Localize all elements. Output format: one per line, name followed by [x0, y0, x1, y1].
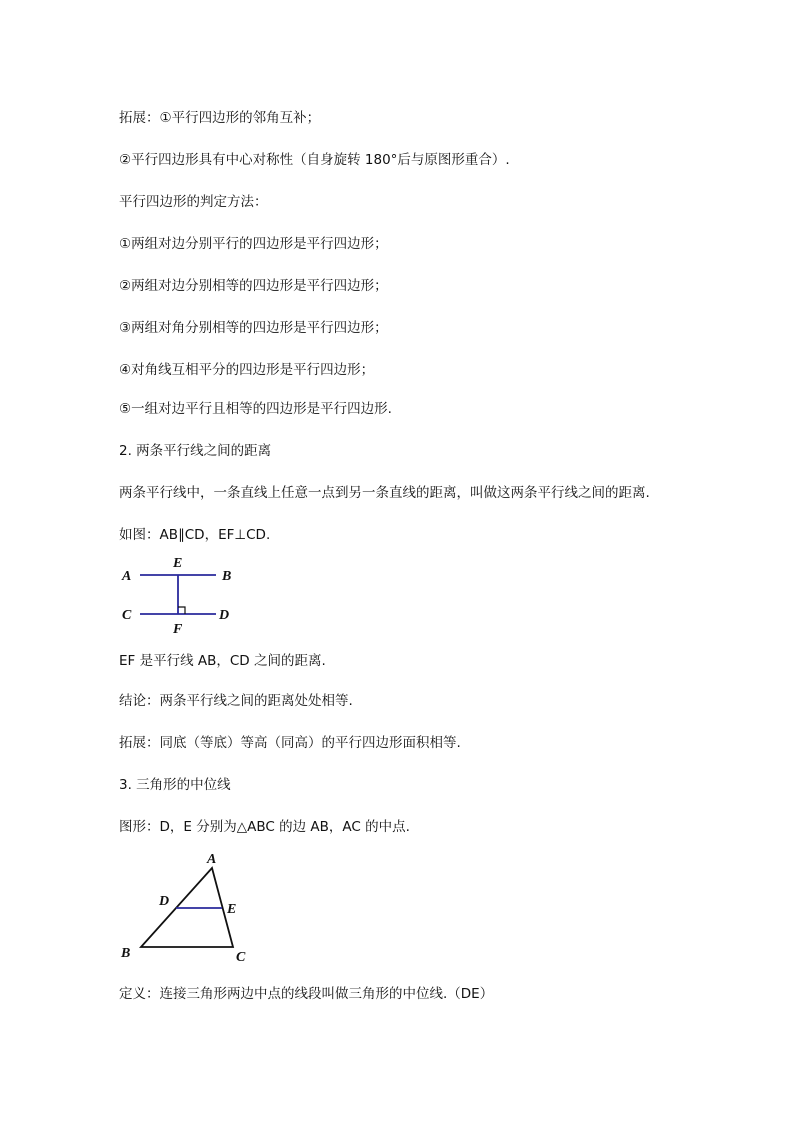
conclusion-text: 结论：两条平行线之间的距离处处相等. — [119, 693, 353, 709]
section-heading-3: 3. 三角形的中位线 — [119, 777, 231, 793]
label-c: C — [122, 608, 132, 623]
text-line-ef: EF 是平行线 AB，CD 之间的距离. — [119, 653, 326, 669]
label-b: B — [222, 569, 232, 584]
text-line-3: 平行四边形的判定方法： — [119, 194, 268, 210]
text-line-6: ③两组对角分别相等的四边形是平行四边形； — [119, 320, 388, 336]
text-line-4: ①两组对边分别平行的四边形是平行四边形； — [119, 236, 388, 252]
midline-definition: 定义：连接三角形两边中点的线段叫做三角形的中位线.（DE） — [119, 986, 494, 1002]
label-e: E — [227, 902, 237, 917]
label-c: C — [236, 950, 246, 965]
parallel-lines-figure — [115, 552, 245, 637]
label-a: A — [207, 852, 217, 867]
text-line-2: ②平行四边形具有中心对称性（自身旋转 180°后与原图形重合）. — [119, 152, 510, 168]
text-line-8: ⑤一组对边平行且相等的四边形是平行四边形. — [119, 401, 392, 417]
text-line-7: ④对角线互相平分的四边形是平行四边形； — [119, 362, 375, 378]
label-d: D — [159, 894, 170, 909]
label-f: F — [173, 622, 183, 637]
definition-text: 两条平行线中，一条直线上任意一点到另一条直线的距离，叫做这两条平行线之间的距离. — [119, 485, 650, 501]
label-a: A — [122, 569, 132, 584]
label-d: D — [219, 608, 230, 623]
label-e: E — [173, 556, 183, 571]
figure2-caption: 图形：D，E 分别为△ABC 的边 AB，AC 的中点. — [119, 819, 410, 835]
triangle-midline-figure — [115, 845, 260, 970]
text-line-1: 拓展：①平行四边形的邻角互补； — [119, 110, 321, 126]
right-angle-mark — [178, 607, 185, 614]
label-b: B — [121, 946, 131, 961]
text-line-5: ②两组对边分别相等的四边形是平行四边形； — [119, 278, 388, 294]
section-heading-2: 2. 两条平行线之间的距离 — [119, 443, 272, 459]
extension-text: 拓展：同底（等底）等高（同高）的平行四边形面积相等. — [119, 735, 461, 751]
figure1-caption: 如图：AB∥CD，EF⊥CD. — [119, 527, 271, 543]
